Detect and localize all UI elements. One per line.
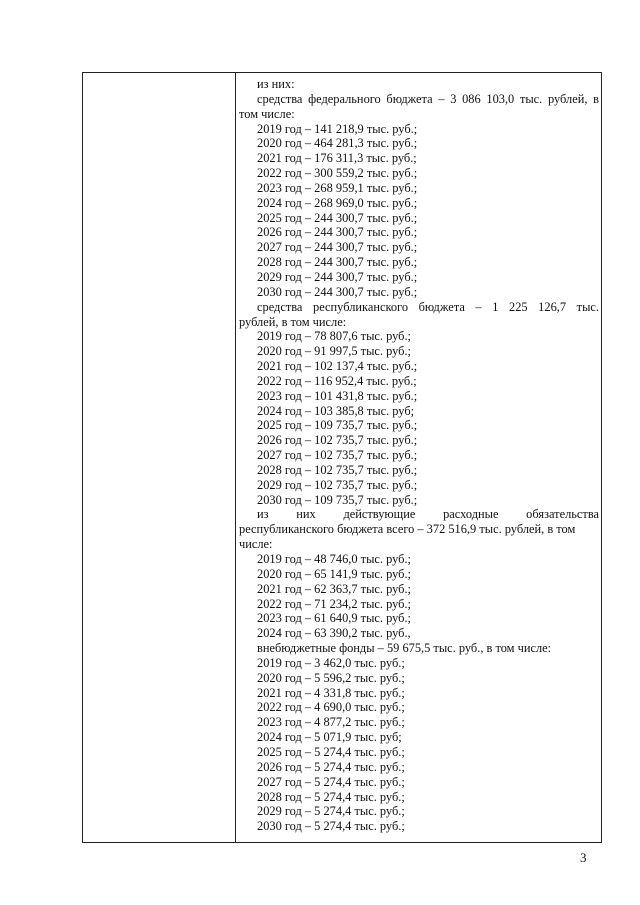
text-line: 2022 год – 300 559,2 тыс. руб.; <box>257 166 418 181</box>
text-line: 2027 год – 102 735,7 тыс. руб.; <box>257 448 418 463</box>
text-line: 2019 год – 48 746,0 тыс. руб.; <box>257 552 411 566</box>
text-line: 2025 год – 5 274,4 тыс. руб.; <box>257 744 405 759</box>
text-line: 2021 год – 62 363,7 тыс. руб.; <box>257 581 411 596</box>
text-line: 2023 год – 268 959,1 тыс. руб.; <box>257 180 418 195</box>
text-line: 2020 год – 65 141,9 тыс. руб.; <box>257 566 411 581</box>
text-line: 2019 год – 141 218,9 тыс. руб.; <box>257 121 418 136</box>
text-line: 2021 год – 102 137,4 тыс. руб.; <box>257 359 418 374</box>
text-line: из них действующие расходные обязательства <box>257 507 599 522</box>
text-line: 2029 год – 244 300,7 тыс. руб.; <box>257 269 418 284</box>
text-line: рублей, в том числе: <box>239 314 347 329</box>
text-line: 2025 год – 109 735,7 тыс. руб.; <box>257 418 418 433</box>
text-line: 2026 год – 5 274,4 тыс. руб.; <box>257 759 405 774</box>
text-line: 2021 год – 176 311,3 тыс. руб.; <box>257 151 417 166</box>
text-line: 2022 год – 4 690,0 тыс. руб.; <box>257 700 405 715</box>
text-line: числе: <box>239 537 273 552</box>
text-line: 2021 год – 4 331,8 тыс. руб.; <box>257 685 405 700</box>
text-line: 2024 год – 63 390,2 тыс. руб., <box>257 626 411 641</box>
text-line: 2028 год – 244 300,7 тыс. руб.; <box>257 255 418 270</box>
text-line: республиканского бюджета всего – 372 516,9 тыс. рублей, в том <box>239 522 576 537</box>
text-line: внебюджетные фонды – 59 675,5 тыс. руб., в том числе: <box>257 641 552 656</box>
text-line: 2020 год – 91 997,5 тыс. руб.; <box>257 344 411 359</box>
text-line: 2029 год – 5 274,4 тыс. руб.; <box>257 804 405 819</box>
text-line: 2024 год – 268 969,0 тыс. руб.; <box>257 195 418 210</box>
text-line: 2027 год – 244 300,7 тыс. руб.; <box>257 240 418 255</box>
text-line: 2023 год – 4 877,2 тыс. руб.; <box>257 715 405 730</box>
text-line: средства федерального бюджета – 3 086 103,0 тыс. рублей, в <box>257 91 599 106</box>
page-number: 3 <box>580 850 587 865</box>
text-line: 2028 год – 102 735,7 тыс. руб.; <box>257 462 418 477</box>
text-line: 2022 год – 71 234,2 тыс. руб.; <box>257 596 411 611</box>
text-line: 2029 год – 102 735,7 тыс. руб.; <box>257 477 418 492</box>
text-line: 2024 год – 103 385,8 тыс. руб; <box>257 403 415 418</box>
text-line: из них: <box>257 77 295 91</box>
funding-table <box>82 72 602 843</box>
text-line: 2030 год – 109 735,7 тыс. руб.; <box>257 492 418 507</box>
text-line: 2019 год – 78 807,6 тыс. руб.; <box>257 329 411 344</box>
text-line: том числе: <box>239 106 295 121</box>
column-divider <box>235 73 236 842</box>
text-line: 2023 год – 101 431,8 тыс. руб.; <box>257 388 418 403</box>
funding-text-cell <box>239 77 599 834</box>
text-line: 2020 год – 5 596,2 тыс. руб.; <box>257 670 405 685</box>
text-line: 2026 год – 244 300,7 тыс. руб.; <box>257 225 418 240</box>
text-line: 2026 год – 102 735,7 тыс. руб.; <box>257 433 418 448</box>
text-line: средства республиканского бюджета – 1 225 126,7 тыс. <box>257 299 599 314</box>
text-line: 2025 год – 244 300,7 тыс. руб.; <box>257 210 418 225</box>
text-line: 2030 год – 244 300,7 тыс. руб.; <box>257 284 418 299</box>
text-line: 2028 год – 5 274,4 тыс. руб.; <box>257 789 405 804</box>
text-line: 2022 год – 116 952,4 тыс. руб.; <box>257 373 417 388</box>
text-line: 2020 год – 464 281,3 тыс. руб.; <box>257 136 418 151</box>
text-line: 2027 год – 5 274,4 тыс. руб.; <box>257 774 405 789</box>
text-line: 2023 год – 61 640,9 тыс. руб.; <box>257 611 411 626</box>
text-line: 2030 год – 5 274,4 тыс. руб.; <box>257 819 405 834</box>
text-line: 2019 год – 3 462,0 тыс. руб.; <box>257 655 405 670</box>
text-line: 2024 год – 5 071,9 тыс. руб; <box>257 730 402 745</box>
